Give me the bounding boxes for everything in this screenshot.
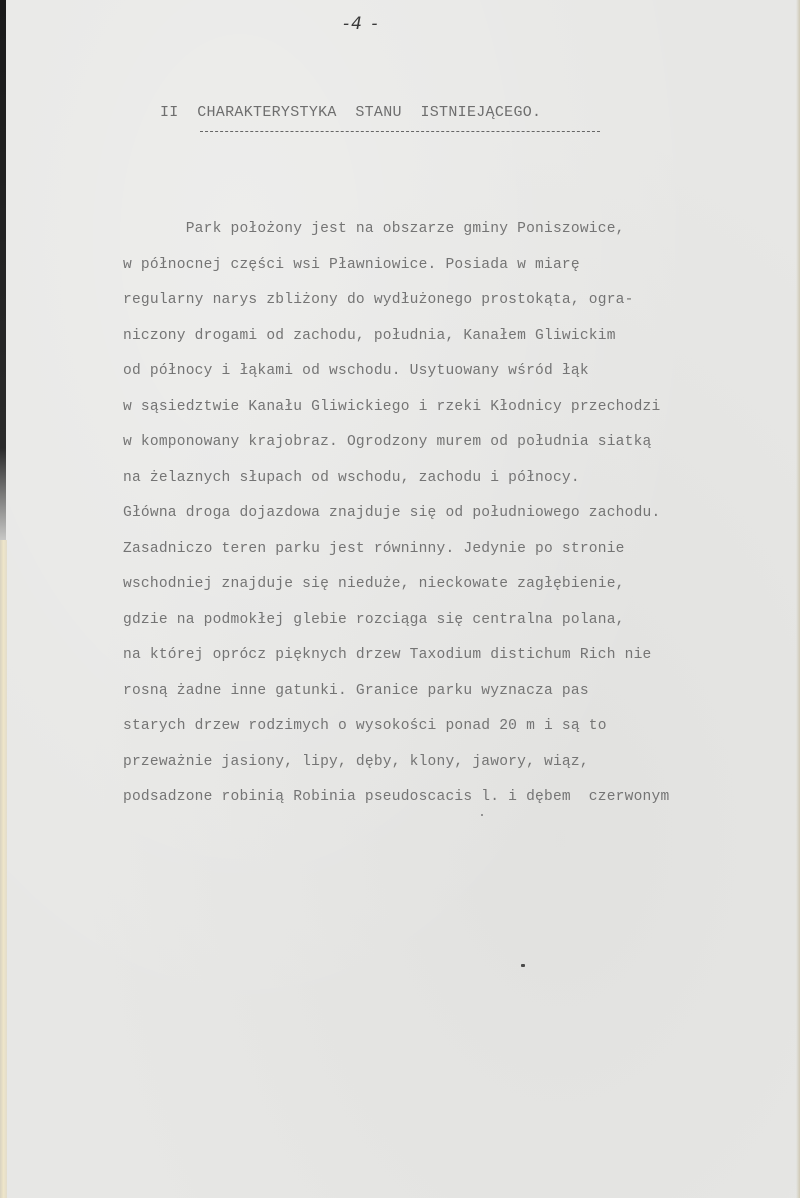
scan-right-edge	[796, 0, 800, 1198]
text-line: w północnej części wsi Pławniowice. Posiada w miarę	[123, 257, 580, 273]
text-line: Główna droga dojazdowa znajduje się od południowego zachodu.	[123, 505, 661, 521]
text-line: Park położony jest na obszarze gminy Poniszowice,	[123, 221, 625, 237]
scan-left-edge-shadow	[0, 0, 6, 560]
text-line: podsadzone robinią Robinia pseudoscacis l. i dębem czerwonym	[123, 789, 670, 805]
text-line: wschodniej znajduje się nieduże, nieckowate zagłębienie,	[123, 576, 625, 592]
scan-left-edge-paper	[0, 540, 7, 1198]
ink-speck	[521, 964, 525, 967]
text-line: gdzie na podmokłej glebie rozciąga się centralna polana,	[123, 612, 625, 628]
ink-speck	[481, 814, 483, 816]
text-line: Zasadniczo teren parku jest równinny. Jedynie po stronie	[123, 541, 625, 557]
text-line: przeważnie jasiony, lipy, dęby, klony, jawory, wiąz,	[123, 754, 589, 770]
text-line: na której oprócz pięknych drzew Taxodium distichum Rich nie	[123, 647, 652, 663]
text-line: starych drzew rodzimych o wysokości ponad 20 m i są to	[123, 718, 607, 734]
text-line: w sąsiedztwie Kanału Gliwickiego i rzeki Kłodnicy przechodzi	[123, 399, 661, 415]
text-line: w komponowany krajobraz. Ogrodzony murem od południa siatką	[123, 434, 652, 450]
page-number: -4 -	[343, 14, 380, 34]
heading-underline	[200, 131, 600, 132]
section-heading: II CHARAKTERYSTYKA STANU ISTNIEJĄCEGO.	[160, 104, 542, 121]
text-line: niczony drogami od zachodu, południa, Kanałem Gliwickim	[123, 328, 616, 344]
text-line: regularny narys zbliżony do wydłużonego prostokąta, ogra-	[123, 292, 634, 308]
text-line: od północy i łąkami od wschodu. Usytuowany wśród łąk	[123, 363, 589, 379]
text-line: na żelaznych słupach od wschodu, zachodu i północy.	[123, 470, 580, 486]
text-line: rosną żadne inne gatunki. Granice parku wyznacza pas	[123, 683, 589, 699]
